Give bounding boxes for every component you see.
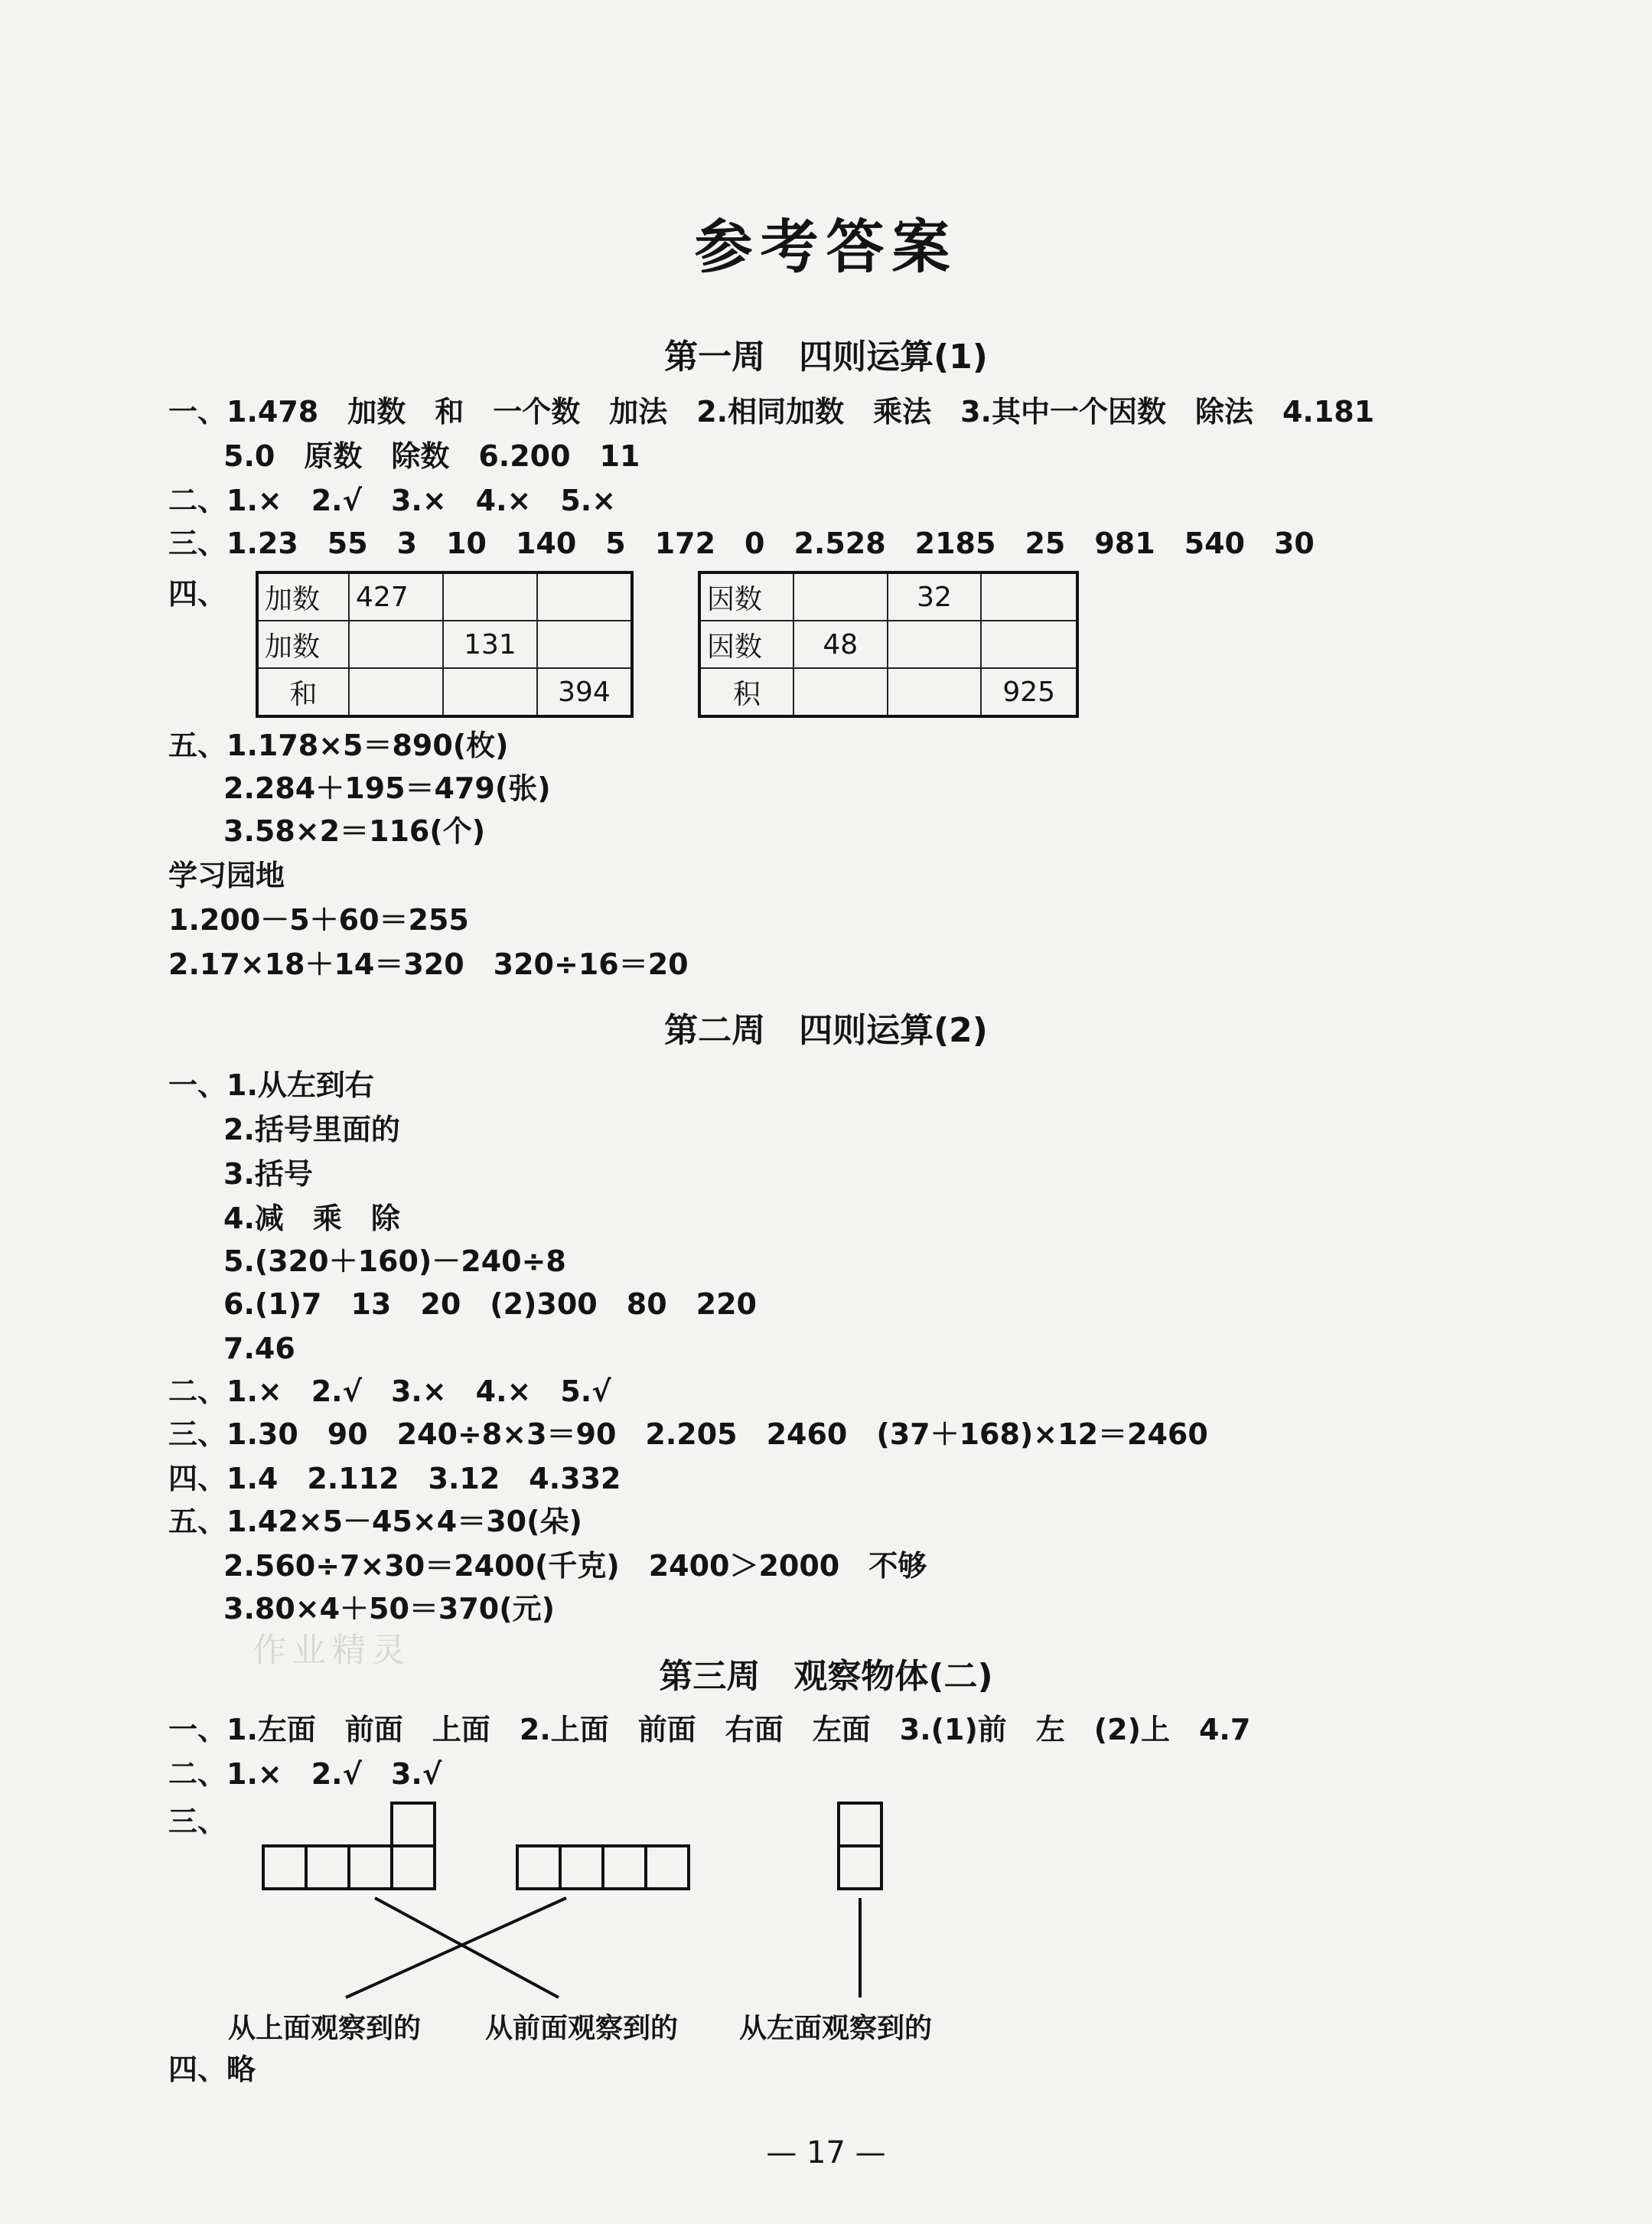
page-number: — 17 —	[766, 2135, 886, 2170]
week2-line5: 5.(320＋160)－240÷8	[223, 1244, 566, 1278]
square	[517, 1846, 560, 1889]
week1-line1: 一、1.478 加数 和 一个数 加法 2.相同加数 乘法 3.其中一个因数 除法 4.181	[168, 395, 1375, 429]
table-cell: 427	[349, 572, 443, 621]
week2-line7: 7.46	[223, 1332, 295, 1365]
square	[263, 1846, 306, 1889]
table-cell: 加数	[257, 621, 349, 668]
table-cell: 394	[537, 668, 632, 716]
week1-garden-line1: 1.200－5＋60＝255	[168, 903, 469, 937]
square	[839, 1846, 881, 1889]
week2-line4: 4.减 乘 除	[223, 1202, 400, 1235]
week2-line9: 三、1.30 90 240÷8×3＝90 2.205 2460 (37＋168)×12＝2460	[168, 1417, 1208, 1451]
table-cell: 925	[981, 668, 1077, 716]
week1-line4: 三、1.23 55 3 10 140 5 172 0 2.528 2185 25 981 540 30	[168, 527, 1315, 560]
table-cell: 因数	[699, 621, 793, 668]
table-cell: 和	[257, 668, 349, 716]
square	[392, 1846, 435, 1889]
week2-line11: 五、1.42×5－45×4＝30(朵)	[168, 1505, 582, 1538]
square	[603, 1846, 646, 1889]
week2-line12: 2.560÷7×30＝2400(千克) 2400＞2000 不够	[223, 1549, 927, 1583]
week1-line2: 5.0 原数 除数 6.200 11	[223, 439, 640, 473]
week2-line10: 四、1.4 2.112 3.12 4.332	[168, 1462, 621, 1495]
week1-garden-heading: 学习园地	[168, 859, 285, 892]
view-label-front: 从前面观察到的	[485, 2013, 679, 2044]
week1-line6: 2.284＋195＝479(张)	[223, 771, 551, 805]
week3-line1: 一、1.左面 前面 上面 2.上面 前面 右面 左面 3.(1)前 左 (2)上 4.7	[168, 1713, 1251, 1746]
view-label-top: 从上面观察到的	[228, 2013, 422, 2044]
week2-line8: 二、1.× 2.√ 3.× 4.× 5.√	[168, 1375, 611, 1408]
square	[349, 1846, 392, 1889]
week3-line4: 四、略	[168, 2053, 256, 2086]
week1-line7: 3.58×2＝116(个)	[223, 814, 486, 848]
week2-line13: 3.80×4＋50＝370(元)	[223, 1592, 555, 1626]
week2-line1: 一、1.从左到右	[168, 1068, 374, 1102]
week1-line5: 五、1.178×5＝890(枚)	[168, 729, 509, 762]
page-title: 参考答案	[694, 213, 958, 281]
table-cell: 32	[888, 572, 982, 621]
week1-four-label: 四、	[168, 577, 227, 611]
view-label-left: 从左面观察到的	[739, 2013, 933, 2044]
week3-three-label: 三、	[168, 1805, 227, 1838]
week1-line3: 二、1.× 2.√ 3.× 4.× 5.×	[168, 484, 617, 517]
week2-line6: 6.(1)7 13 20 (2)300 80 220	[223, 1287, 757, 1321]
table-cell: 加数	[257, 572, 349, 621]
square	[646, 1846, 689, 1889]
week3-line2: 二、1.× 2.√ 3.√	[168, 1757, 442, 1791]
square	[839, 1803, 881, 1846]
week2-line3: 3.括号	[223, 1157, 313, 1191]
week3-heading: 第三周 观察物体(二)	[659, 1657, 993, 1696]
square	[392, 1803, 435, 1846]
table-cell: 48	[793, 621, 888, 668]
square	[306, 1846, 349, 1889]
week2-line2: 2.括号里面的	[223, 1113, 400, 1146]
table-cell: 131	[443, 621, 537, 668]
week1-garden-line2: 2.17×18＋14＝320 320÷16＝20	[168, 947, 689, 981]
table-cell: 因数	[699, 572, 793, 621]
week2-heading: 第二周 四则运算(2)	[664, 1011, 988, 1050]
watermark: 作业精灵	[253, 1631, 412, 1670]
square	[560, 1846, 603, 1889]
table-cell: 积	[699, 668, 793, 716]
week1-heading: 第一周 四则运算(1)	[664, 338, 988, 377]
